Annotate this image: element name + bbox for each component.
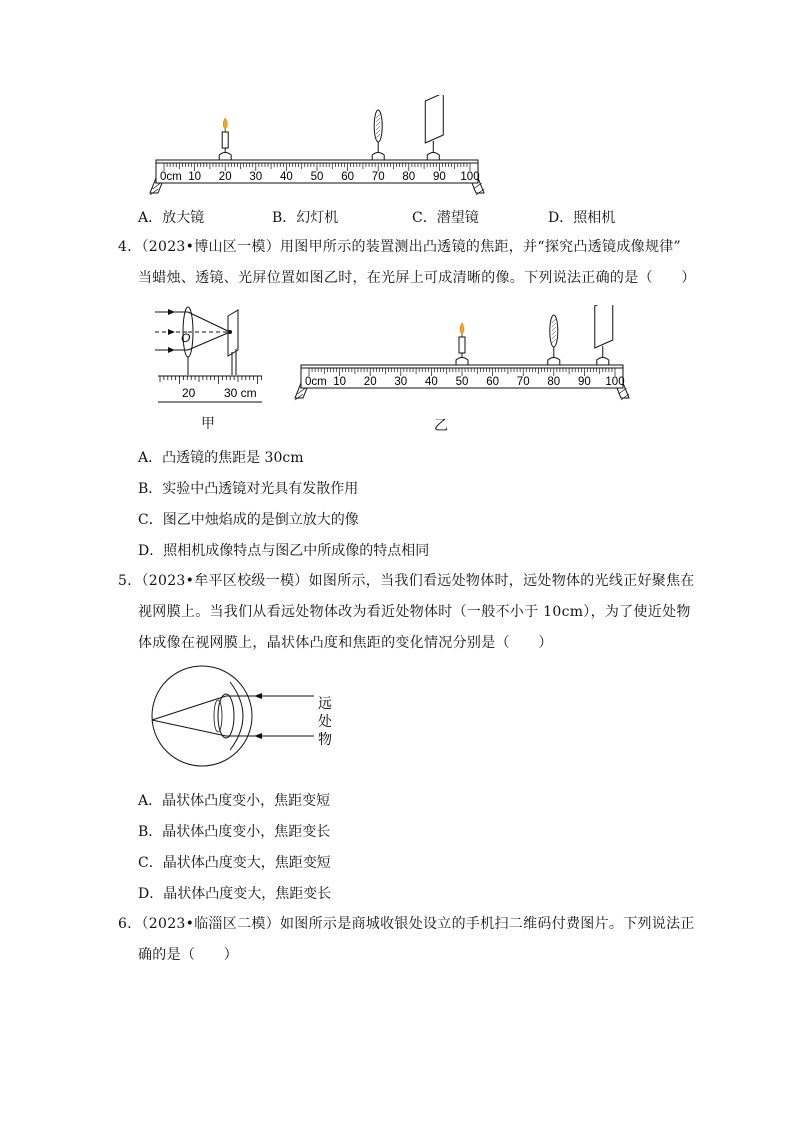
arrow-icon	[168, 329, 175, 335]
distant-label-char-2: 处	[318, 713, 332, 729]
screen-holder	[427, 148, 439, 160]
scale-label-90: 90	[433, 171, 446, 183]
scale-label-90: 90	[578, 376, 591, 388]
q4-stem-line-2: 当蜡烛、透镜、光屏位置如图乙时，在光屏上可成清晰的像。下列说法正确的是（ ）	[138, 270, 696, 286]
scale-label-50: 50	[455, 376, 469, 388]
q5-option-a[interactable]: A．晶状体凸度变小，焦距变短	[138, 793, 331, 809]
convex-lens	[374, 110, 382, 142]
q3-optical-bench-figure	[138, 95, 498, 200]
q5-eye-figure	[144, 660, 354, 780]
q4-figure-jia-caption: 甲	[201, 416, 215, 432]
screen-holder	[597, 353, 609, 365]
scale-label-40: 40	[280, 171, 293, 183]
candle-flame-icon	[223, 118, 227, 129]
q5-stem-line-2: 视网膜上。当我们从看远处物体改为看近处物体时（一般不小于 10cm），为了使近处物	[138, 604, 691, 620]
scale-label-0: 0cm	[305, 376, 327, 388]
scale-label-20: 20	[218, 171, 232, 183]
scale-label-100: 100	[460, 171, 480, 183]
scale-label-60: 60	[486, 376, 499, 388]
q5-stem-line-1: 5．（2023•牟平区校级一模）如图所示，当我们看远处物体时，远处物体的光线正好聚焦在	[118, 573, 695, 589]
q5-option-d[interactable]: D．晶状体凸度变大，焦距变长	[138, 886, 332, 902]
crystalline-lens	[218, 694, 234, 738]
scale-label-40: 40	[425, 376, 438, 388]
light-screen	[595, 305, 613, 348]
q4-stem-line-1: 4．（2023•博山区一模）用图甲所示的装置测出凸透镜的焦距，并“探究凸透镜成像规律”	[118, 239, 682, 255]
lens-holder	[372, 148, 384, 160]
distant-label-char-1: 远	[318, 695, 332, 711]
arrow-icon	[168, 347, 175, 353]
q5-option-b[interactable]: B．晶状体凸度变小，焦距变长	[138, 824, 331, 840]
scale-label-70: 70	[516, 376, 530, 388]
q6-stem-line-1: 6．（2023•临淄区二模）如图所示是商城收银处设立的手机扫二维码付费图片。下列说法正	[118, 916, 695, 932]
q3-option-d[interactable]: D．照相机	[548, 210, 616, 226]
scale-label-30: 30	[249, 171, 263, 183]
scale-label-100: 100	[605, 376, 625, 388]
scale-label-80: 80	[547, 376, 561, 388]
eyeball	[152, 666, 252, 766]
q5-stem-line-3: 体成像在视网膜上，晶状体凸度和焦距的变化情况分别是（ ）	[138, 635, 553, 651]
scale-label-60: 60	[341, 171, 354, 183]
lens-holder	[548, 353, 560, 365]
q4-option-d[interactable]: D．照相机成像特点与图乙中所成像的特点相同	[138, 543, 430, 559]
arrow-icon	[168, 309, 175, 315]
scale-label-20: 20	[182, 386, 196, 400]
q3-option-a[interactable]: A．放大镜	[138, 210, 205, 226]
q3-option-c[interactable]: C．潜望镜	[412, 210, 479, 226]
light-screen	[425, 95, 443, 143]
distant-label-char-3: 物	[318, 731, 332, 747]
candle-holder	[456, 353, 468, 365]
q4-option-a[interactable]: A．凸透镜的焦距是 30cm	[138, 450, 304, 466]
candle-holder	[219, 148, 231, 160]
candle	[459, 337, 465, 353]
scale-label-30: 30	[394, 376, 408, 388]
scale-label-10: 10	[333, 376, 346, 388]
candle-flame-icon	[460, 323, 464, 334]
q6-stem-line-2: 确的是（ ）	[138, 947, 239, 963]
q4-option-b[interactable]: B．实验中凸透镜对光具有发散作用	[138, 481, 359, 497]
arrow-icon	[254, 733, 262, 739]
scale-label-50: 50	[310, 171, 324, 183]
q4-option-c[interactable]: C．图乙中烛焰成的是倒立放大的像	[138, 512, 359, 528]
q5-option-c[interactable]: C．晶状体凸度变大，焦距变短	[138, 855, 331, 871]
scale-label-70: 70	[371, 171, 385, 183]
q4-figure-yi-optical-bench	[283, 305, 643, 405]
convex-lens	[550, 315, 558, 347]
q4-figure-jia	[150, 302, 270, 406]
candle	[222, 132, 228, 148]
arrow-icon	[254, 693, 262, 699]
scale-label-0: 0cm	[160, 171, 182, 183]
scale-label-30: 30 cm	[224, 386, 257, 400]
lens-center-label: O	[181, 331, 191, 345]
q4-figure-yi-caption: 乙	[434, 418, 448, 434]
scale-label-80: 80	[402, 171, 416, 183]
scale-label-20: 20	[363, 376, 377, 388]
q3-option-b[interactable]: B．幻灯机	[272, 210, 339, 226]
scale-label-10: 10	[188, 171, 201, 183]
